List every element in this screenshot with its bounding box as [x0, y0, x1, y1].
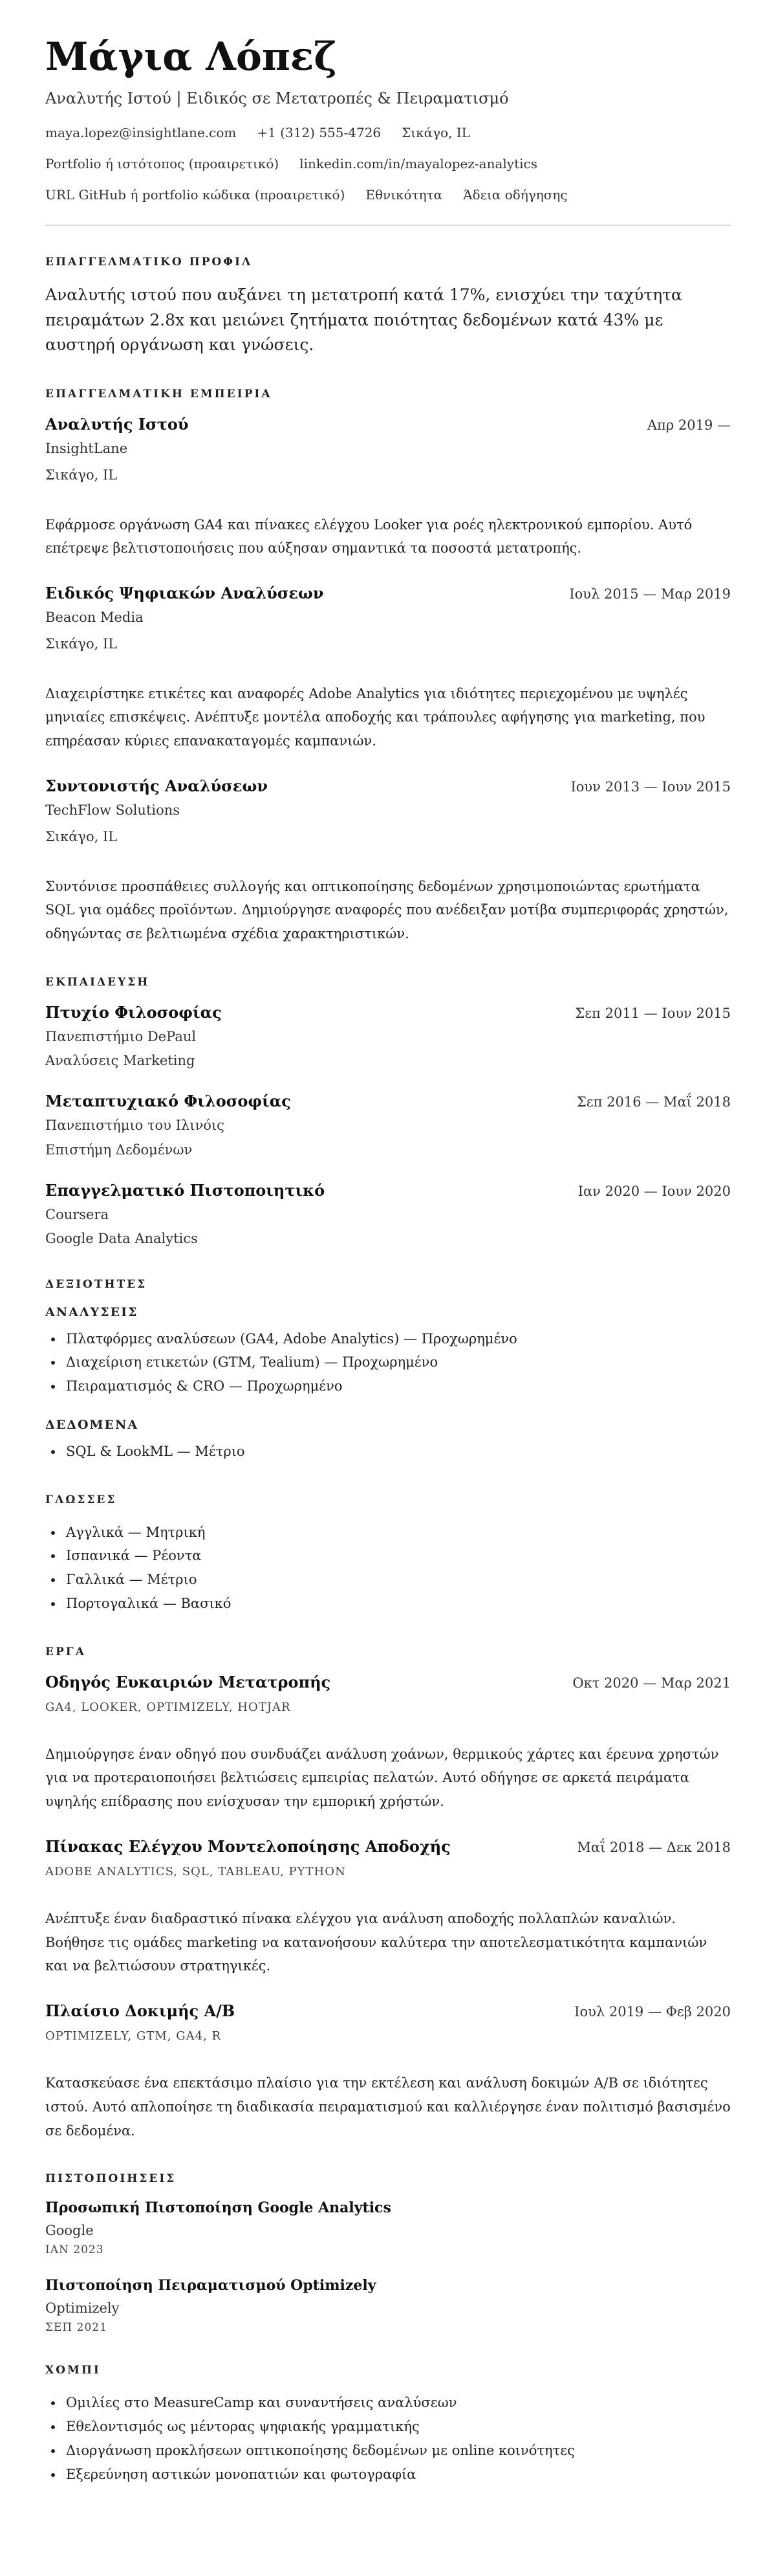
education-entry: [45, 1003, 731, 1070]
contact-row: [45, 187, 731, 203]
certifications-section-title: ΠΙΣΤΟΠΟΙΗΣΕΙΣ: [45, 2172, 177, 2186]
skill-item: • Πλατφόρμες αναλύσεων (GA4, Adobe Analytics) — Προχωρημένο: [63, 1327, 731, 1351]
education-dates: Σεπ 2011 — Ιουν 2015: [575, 1005, 731, 1021]
phone-link[interactable]: +1 (312) 555-4726: [257, 124, 382, 140]
job-title: Ειδικός Ψηφιακών Αναλύσεων: [45, 584, 324, 603]
candidate-name: Μάγια Λόπεζ: [45, 34, 337, 80]
job-dates: Απρ 2019 —: [647, 417, 731, 434]
driving-license: Άδεια οδήγησης: [463, 186, 568, 203]
header-divider: [45, 225, 731, 226]
certification-entry: [45, 2199, 731, 2256]
certification-name: Πιστοποίηση Πειραματισμού Optimizely: [45, 2277, 376, 2295]
hobby-item: • Εξερεύνηση αστικών μονοπατιών και φωτογραφία: [63, 2463, 731, 2487]
skills-section-title: ΔΕΞΙΟΤΗΤΕΣ: [45, 1277, 147, 1291]
project-entry: [45, 2001, 731, 2142]
project-entry: [45, 1837, 731, 1978]
experience-section-title: ΕΠΑΓΓΕΛΜΑΤΙΚΗ ΕΜΠΕΙΡΙΑ: [45, 388, 272, 401]
linkedin-link[interactable]: linkedin.com/in/mayalopez-analytics: [299, 155, 538, 171]
hobby-item: • Διοργάνωση προκλήσεων οπτικοποίησης δεδομένων με online κοινότητες: [63, 2439, 731, 2463]
degree-title: Επαγγελματικό Πιστοποιητικό: [45, 1181, 325, 1200]
degree-title: Πτυχίο Φιλοσοφίας: [45, 1002, 222, 1022]
language-list: [45, 1521, 731, 1616]
headline: Αναλυτής Ιστού | Ειδικός σε Μετατροπές & Πειραματισμό: [45, 89, 509, 107]
summary-section-title: ΕΠΑΓΓΕΛΜΑΤΙΚΟ ΠΡΟΦΙΛ: [45, 255, 253, 269]
project-tech: OPTIMIZELY, GTM, GA4, R: [45, 2029, 222, 2043]
certification-date: ΣΕΠ 2021: [45, 2321, 107, 2335]
job-dates: Ιουν 2013 — Ιουν 2015: [570, 778, 731, 795]
skill-list: [45, 1327, 731, 1398]
school-name: Πανεπιστήμιο DePaul: [45, 1028, 197, 1044]
certification-name: Προσωπική Πιστοποίηση Google Analytics: [45, 2199, 391, 2217]
education-section-title: ΕΚΠΑΙΔΕΥΣΗ: [45, 975, 150, 989]
field-of-study: Google Data Analytics: [45, 1231, 198, 1247]
language-item: • Γαλλικά — Μέτριο: [63, 1568, 731, 1592]
project-dates: Ιουλ 2019 — Φεβ 2020: [574, 2004, 731, 2020]
field-of-study: Αναλύσεις Marketing: [45, 1053, 195, 1069]
company-name: TechFlow Solutions: [45, 802, 180, 818]
company-name: Beacon Media: [45, 610, 144, 626]
language-item: • Ισπανικά — Ρέοντα: [63, 1544, 731, 1568]
project-description: Ανέπτυξε έναν διαδραστικό πίνακα ελέγχου για ανάλυση αποδοχής πολλαπλών καναλιών. Βοήθησε τις ομάδες marketing να κατανοήσουν καλύτερα την αποτελεσματικότητα καμπανιών και να βελτιώσουν στρατηγικές.: [45, 1910, 707, 1974]
project-description: Δημιούργησε έναν οδηγό που συνδυάζει ανάλυση χοάνων, θερμικούς χάρτες και έρευνα χρηστών για να προτεραιοποιήσει βελτιώσεις εμπειρίας πελατών. Αυτό οδήγησε σε αρκετά πειράματα υψηλής επίδρασης που ενίσχυσαν την εμπορική χρήστών.: [45, 1746, 719, 1810]
project-entry: [45, 1673, 731, 1814]
education-dates: Σεπ 2016 — Μαΐ 2018: [576, 1094, 731, 1110]
certification-issuer: Optimizely: [45, 2300, 120, 2317]
skill-group-title: ΔΕΔΟΜΕΝΑ: [45, 1417, 139, 1432]
project-tech: ADOBE ANALYTICS, SQL, TABLEAU, PYTHON: [45, 1864, 346, 1878]
certification-date: ΙΑΝ 2023: [45, 2243, 104, 2257]
skill-item: • Πειραματισμός & CRO — Προχωρημένο: [63, 1374, 731, 1398]
education-entry: [45, 1092, 731, 1159]
languages-section-title: ΓΛΩΣΣΕΣ: [45, 1493, 117, 1506]
job-title: Αναλυτής Ιστού: [45, 415, 189, 434]
summary-text: Αναλυτής ιστού που αυξάνει τη μετατροπή κατά 17%, ενισχύει την ταχύτητα πειραμάτων 2.8x και μειώνει ζητήματα ποιότητας δεδομένων κατά 43% με αυστηρή οργάνωση και γνώσεις.: [45, 285, 682, 355]
project-tech: GA4, LOOKER, OPTIMIZELY, HOTJAR: [45, 1700, 291, 1714]
project-dates: Οκτ 2020 — Μαρ 2021: [572, 1675, 731, 1691]
degree-title: Μεταπτυχιακό Φιλοσοφίας: [45, 1092, 291, 1111]
github-link[interactable]: URL GitHub ή portfolio κώδικα (προαιρετικό): [45, 186, 345, 203]
location: Σικάγο, IL: [402, 124, 471, 140]
company-name: InsightLane: [45, 441, 128, 457]
language-item: • Αγγλικά — Μητρική: [63, 1521, 731, 1545]
job-description: Συντόνισε προσπάθειες συλλογής και οπτικοποίησης δεδομένων χρησιμοποιώντας ερωτήματα SQL για ομάδες προϊόντων. Δημιούργησε αναφορές που ανέδειξαν μοτίβα συμπεριφοράς χρηστών, οδηγώντας σε βελτιωμένα σχέδια χαρακτηριστικών.: [45, 878, 729, 942]
job-title: Συντονιστής Αναλύσεων: [45, 776, 268, 795]
job-location: Σικάγο, IL: [45, 829, 118, 845]
project-description: Κατασκεύασε ένα επεκτάσιμο πλαίσιο για την εκτέλεση και ανάλυση δοκιμών A/B σε ιδιότητες ιστού. Αυτό απλοποίησε τη διαδικασία πειραματισμού και καλλιέργησε έναν πολιτισμό βασισμένο σε δεδομένα.: [45, 2075, 731, 2139]
certification-issuer: Google: [45, 2223, 94, 2239]
education-entry: [45, 1181, 731, 1248]
skill-list: [45, 1440, 731, 1464]
experience-entry: [45, 776, 731, 946]
job-location: Σικάγο, IL: [45, 467, 118, 483]
experience-entry: [45, 415, 731, 560]
skill-group-title: ΑΝΑΛΥΣΕΙΣ: [45, 1305, 138, 1319]
skill-item: • SQL & LookML — Μέτριο: [63, 1440, 731, 1464]
job-location: Σικάγο, IL: [45, 636, 118, 652]
experience-entry: [45, 584, 731, 753]
project-dates: Μαΐ 2018 — Δεκ 2018: [577, 1839, 731, 1855]
contact-row: [45, 125, 731, 140]
project-name: Πλαίσιο Δοκιμής A/B: [45, 2001, 235, 2021]
contact-row: [45, 156, 731, 171]
education-dates: Ιαν 2020 — Ιουν 2020: [577, 1183, 731, 1200]
language-item: • Πορτογαλικά — Βασικό: [63, 1592, 731, 1616]
email-link[interactable]: maya.lopez@insightlane.com: [45, 124, 237, 140]
job-description: Εφάρμοσε οργάνωση GA4 και πίνακες ελέγχου Looker για ροές ηλεκτρονικού εμπορίου. Αυτό επέτρεψε βελτιστοποιήσεις που αύξησαν σημαντικά τα ποσοστά μετατροπής.: [45, 516, 693, 556]
school-name: Πανεπιστήμιο του Ιλινόις: [45, 1117, 224, 1134]
projects-section-title: ΕΡΓΑ: [45, 1645, 86, 1658]
certification-entry: [45, 2277, 731, 2334]
hobby-item: • Εθελοντισμός ως μέντορας ψηφιακής γραμματικής: [63, 2415, 731, 2439]
project-name: Πίνακας Ελέγχου Μοντελοποίησης Αποδοχής: [45, 1836, 451, 1856]
hobby-item: • Ομιλίες στο MeasureCamp και συναντήσεις αναλύσεων: [63, 2391, 731, 2415]
project-name: Οδηγός Ευκαιριών Μετατροπής: [45, 1672, 331, 1691]
hobby-list: [45, 2391, 731, 2486]
school-name: Coursera: [45, 1207, 109, 1223]
skill-item: • Διαχείριση ετικετών (GTM, Tealium) — Προχωρημένο: [63, 1350, 731, 1374]
job-description: Διαχειρίστηκε ετικέτες και αναφορές Adobe Analytics για ιδιότητες περιεχομένου με υψηλές μηνιαίες επισκέψεις. Ανέπτυξε μοντέλα αποδοχής και τράπουλες αφήγησης για marketing, που επηρέασαν κύριες επανακαταγομές καμπανιών.: [45, 685, 706, 749]
hobbies-section-title: ΧΟΜΠΙ: [45, 2364, 101, 2377]
nationality: Εθνικότητα: [365, 186, 443, 203]
field-of-study: Επιστήμη Δεδομένων: [45, 1141, 193, 1158]
job-dates: Ιουλ 2015 — Μαρ 2019: [569, 586, 731, 602]
portfolio-link[interactable]: Portfolio ή ιστότοπος (προαιρετικό): [45, 155, 279, 171]
